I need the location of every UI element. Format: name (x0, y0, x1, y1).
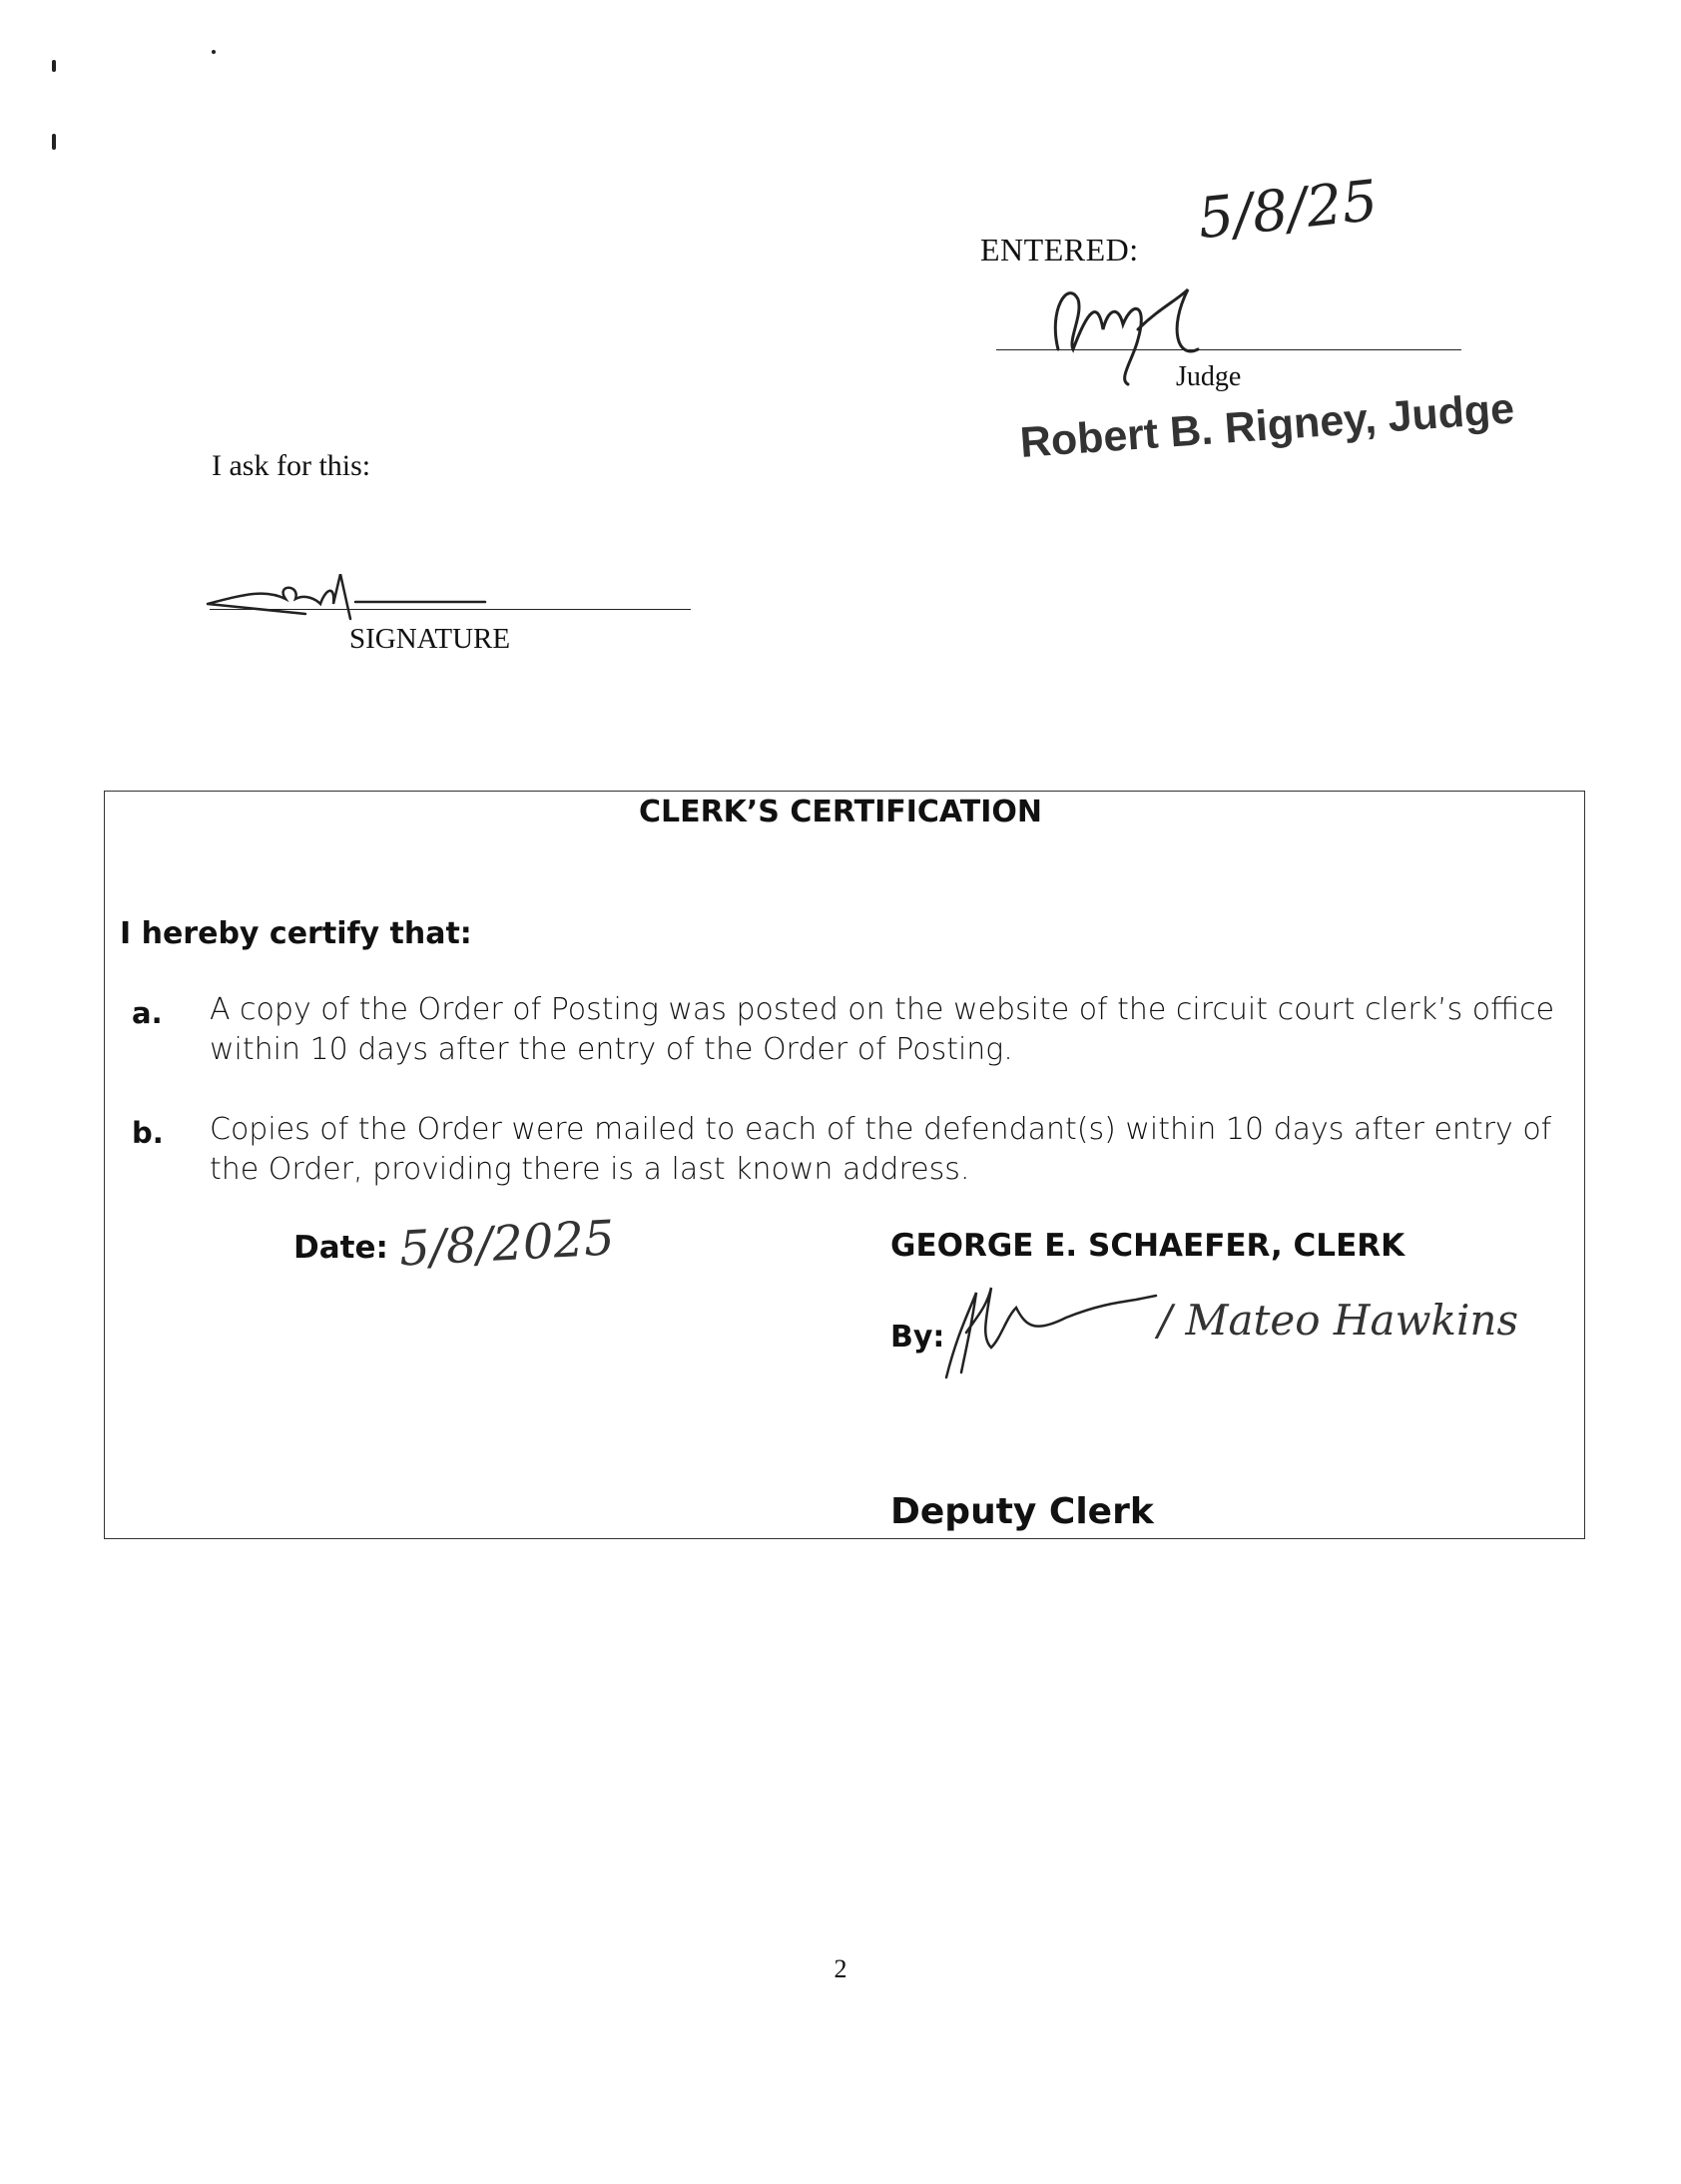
item-a-text: A copy of the Order of Posting was posted on the website of the circuit court clerk’s office within 10 days after the entry of the Order of Posting. (210, 992, 1555, 1067)
by-label: By: (890, 1320, 945, 1355)
ask-for-this-label: I ask for this: (212, 449, 371, 482)
certification-title: CLERK’S CERTIFICATION (638, 795, 1043, 829)
deputy-clerk-signature (936, 1278, 1166, 1387)
deputy-clerk-printed-name: / Mateo Hawkins (1158, 1296, 1519, 1345)
certify-intro: I hereby certify that: (120, 916, 472, 951)
entered-label: ENTERED: (980, 232, 1139, 268)
scan-speck (212, 50, 216, 54)
scan-speck (52, 60, 56, 72)
item-b-text: Copies of the Order were mailed to each of the defendant(s) within 10 days after entry of the Order, providing there is a last known address. (210, 1112, 1552, 1187)
scan-speck (52, 134, 56, 150)
judge-signature (1038, 270, 1278, 389)
judge-signature-line (996, 349, 1461, 350)
item-b-letter: b. (132, 1116, 164, 1150)
judge-line-label: Judge (1176, 361, 1242, 392)
signature-label: SIGNATURE (349, 623, 511, 655)
date-value-handwritten: 5/8/2025 (397, 1210, 616, 1278)
entered-date-handwritten: 5/8/25 (1195, 168, 1382, 253)
deputy-clerk-label: Deputy Clerk (890, 1491, 1154, 1532)
date-label: Date: (293, 1230, 388, 1266)
item-a-letter: a. (132, 996, 163, 1030)
petitioner-signature-line (210, 609, 691, 610)
page-number: 2 (834, 1954, 847, 1983)
judge-name-stamp: Robert B. Rigney, Judge (1018, 384, 1516, 467)
clerk-name: GEORGE E. SCHAEFER, CLERK (890, 1228, 1405, 1264)
